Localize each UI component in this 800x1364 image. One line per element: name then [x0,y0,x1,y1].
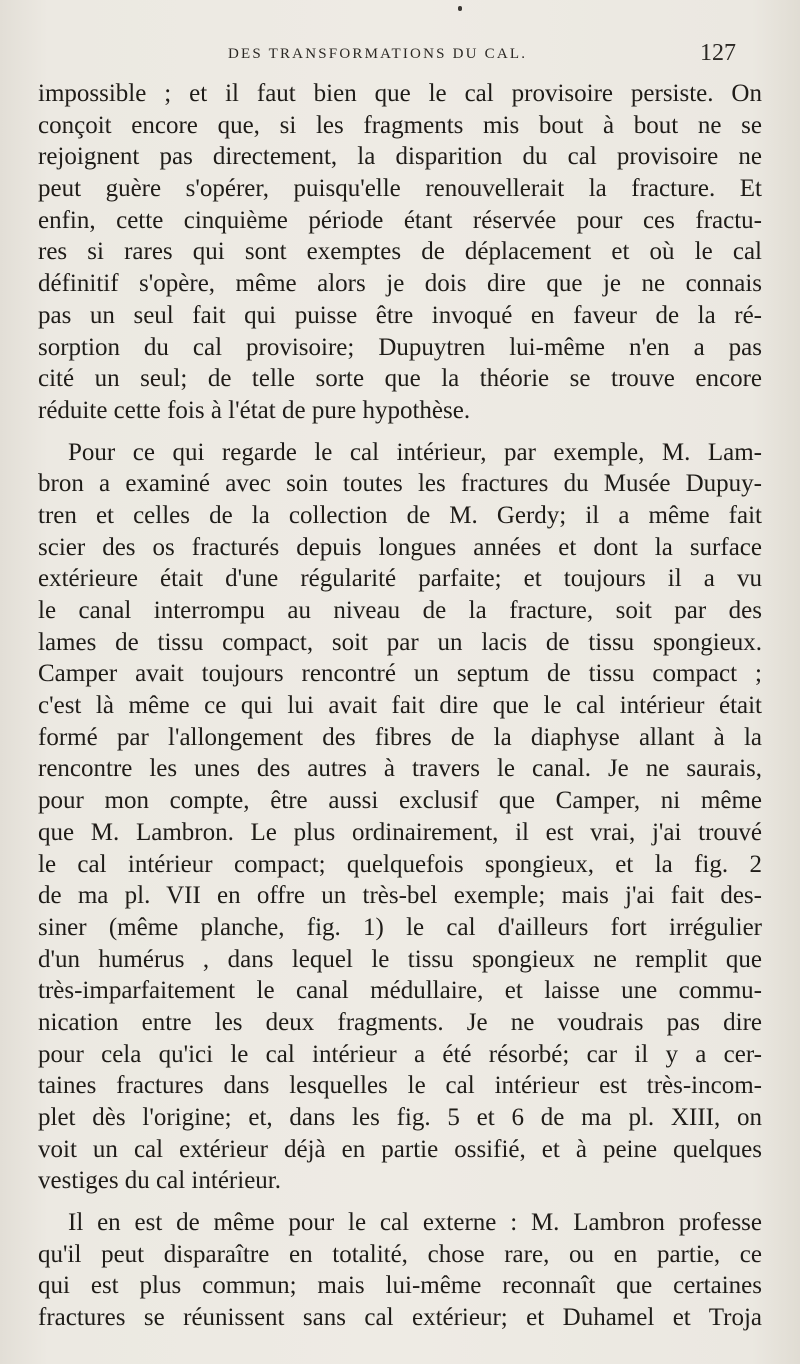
text-line: extérieure était d'une régularité parfaite; et toujours il a vu [38,565,762,593]
text-line: Il en est de même pour le cal externe : M. Lambron professe [68,1209,762,1237]
text-line: d'un humérus , dans lequel le tissu spongieux ne remplit que [38,945,762,973]
text-line: très-imparfaitement le canal médullaire, et laisse une commu- [38,977,762,1005]
text-line: pour cela qu'ici le cal intérieur a été résorbé; car il y a cer- [38,1040,762,1068]
text-line: bron a examiné avec soin toutes les fractures du Musée Dupuy- [38,470,762,498]
text-line: réduite cette fois à l'état de pure hypothèse. [38,396,471,424]
text-line: Pour ce qui regarde le cal intérieur, par exemple, M. Lam- [68,438,762,466]
paragraph-gap [38,427,762,437]
text-line: de ma pl. VII en offre un très-bel exemple; mais j'ai fait des- [38,882,762,910]
paragraph-1 [38,78,762,427]
text-line: qu'il peut disparaître en totalité, chose rare, ou en partie, ce [38,1240,762,1268]
text-line: Camper avait toujours rencontré un septum de tissu compact ; [38,660,762,688]
text-line: enfin, cette cinquième période étant réservée pour ces fractu- [38,206,762,234]
text-line: rencontre les unes des autres à travers le canal. Je ne saurais, [38,755,762,783]
paragraph-gap [38,1197,762,1207]
text-line: le cal intérieur compact; quelquefois spongieux, et la fig. 2 [38,850,762,878]
text-line: conçoit encore que, si les fragments mis bout à bout ne se [38,111,762,139]
text-line: scier des os fracturés depuis longues années et dont la surface [38,533,762,561]
text-line: taines fractures dans lesquelles le cal intérieur est très-incom- [38,1072,762,1100]
page-header [38,36,748,72]
text-line: nication entre les deux fragments. Je ne voudrais pas dire [38,1008,762,1036]
text-line: pour mon compte, être aussi exclusif que Camper, ni même [38,787,762,815]
body-text [38,78,762,1334]
text-line: définitif s'opère, même alors je dois dire que je ne connais [38,270,762,298]
text-line: tren et celles de la collection de M. Gerdy; il a même fait [38,501,762,529]
text-line: siner (même planche, fig. 1) le cal d'ailleurs fort irrégulier [38,913,762,941]
text-line: impossible ; et il faut bien que le cal provisoire persiste. On [38,80,762,107]
text-line: voit un cal extérieur déjà en partie ossifié, et à peine quelques [38,1135,762,1163]
text-line: cité un seul; de telle sorte que la théorie se trouve encore [38,365,762,393]
text-line: que M. Lambron. Le plus ordinairement, il est vrai, j'ai trouvé [38,818,762,846]
running-title: DES TRANSFORMATIONS DU CAL. [228,46,528,62]
page-number: 127 [700,40,736,66]
text-line: vestiges du cal intérieur. [38,1167,281,1195]
text-line: rejoignent pas directement, la disparition du cal provisoire ne [38,143,762,171]
text-line: qui est plus commun; mais lui-même reconnaît que certaines [38,1272,762,1300]
ink-speck [458,6,462,11]
text-line: le canal interrompu au niveau de la fracture, soit par des [38,597,762,624]
text-line: formé par l'allongement des fibres de la diaphyse allant à la [38,723,762,751]
text-line: plet dès l'origine; et, dans les fig. 5 et 6 de ma pl. XIII, on [38,1104,762,1131]
paragraph-2 [38,437,762,1198]
text-line: pas un seul fait qui puisse être invoqué en faveur de la ré- [38,301,762,329]
text-line: lames de tissu compact, soit par un lacis de tissu spongieux. [38,628,762,656]
text-line: peut guère s'opérer, puisqu'elle renouvellerait la fracture. Et [38,175,762,203]
text-line: sorption du cal provisoire; Dupuytren lui-même n'en a pas [38,333,762,361]
paragraph-3 [38,1207,762,1334]
text-line: c'est là même ce qui lui avait fait dire que le cal intérieur était [38,692,762,720]
text-line: fractures se réunissent sans cal extérieur; et Duhamel et Troja [38,1304,762,1332]
text-line: res si rares qui sont exemptes de déplacement et où le cal [38,238,762,266]
